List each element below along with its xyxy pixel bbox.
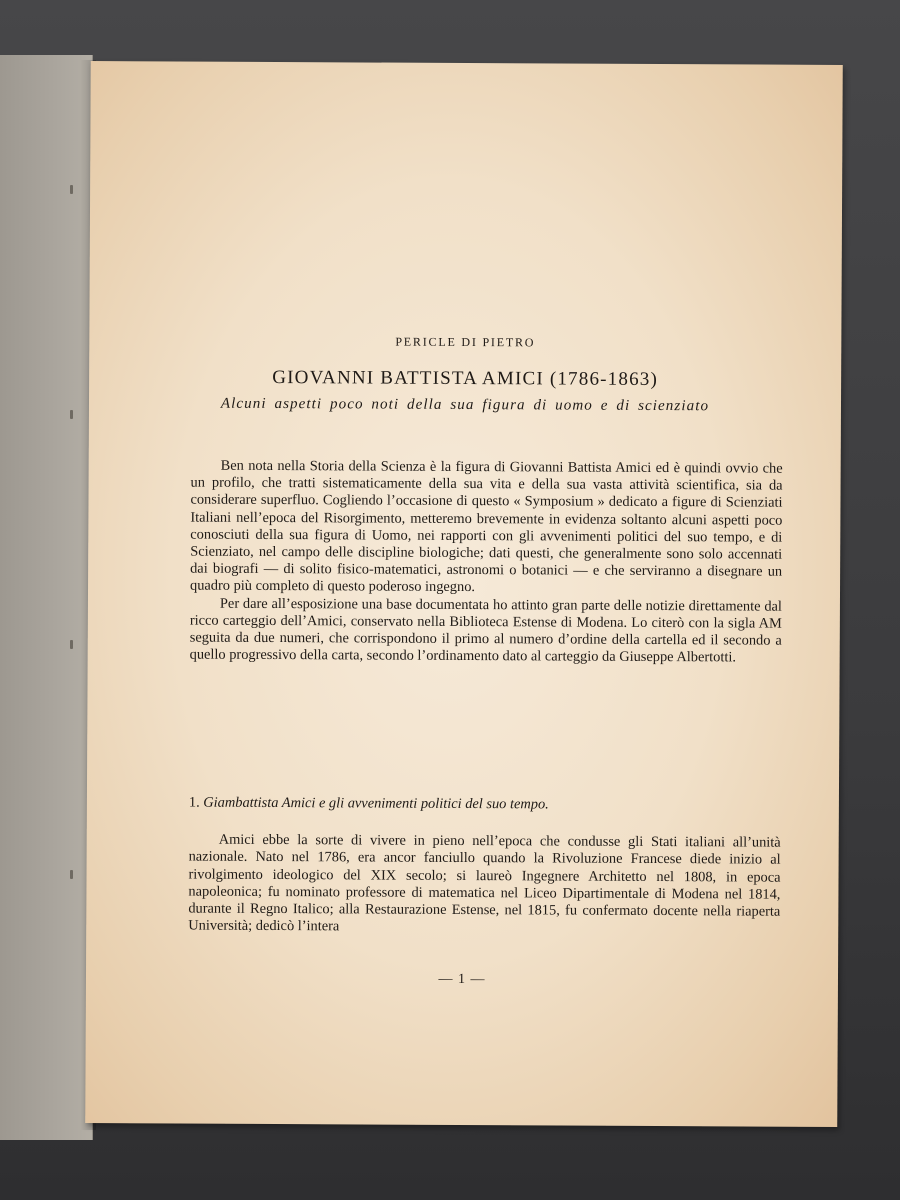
document-title: GIOVANNI BATTISTA AMICI (1786-1863) bbox=[272, 366, 659, 391]
binding-stitch bbox=[70, 185, 73, 194]
section-title: Giambattista Amici e gli avvenimenti politici del suo tempo. bbox=[203, 794, 549, 813]
paragraph: Per dare all’esposizione una base documentata ho attinto gran parte delle notizie direttamente dal ricco carteggio dell’Amici, conservato nella Biblioteca Estense di Modena. Lo citerò con la sigla AM seguita da due numeri, che corrispondono il primo al numero d’ordine della cartella ed il secondo a quello progressivo della carta, secondo l’ordinamento dato al carteggio da Giuseppe Albertotti. bbox=[189, 595, 782, 666]
section-number: 1. bbox=[188, 794, 200, 811]
section-text bbox=[188, 832, 781, 939]
paragraph: Amici ebbe la sorte di vivere in pieno nell’epoca che condusse gli Stati italiani all’unità nazionale. Nato nel 1786, era ancor fanciullo quando la Rivoluzione Francese diede inizio al rivolgimento ideologico del XIX secolo; si laureò Ingegnere Architetto nel 1808, in epoca napoleonica; fu nominato professore di matematica nel Liceo Dipartimentale di Modena nel 1814, durante il Regno Italico; alla Restaurazione Estense, nel 1815, fu confermato docente nella riaperta Università; dedicò l’intera bbox=[188, 831, 781, 935]
document-subtitle: Alcuni aspetti poco noti della sua figura di uomo e di scienziato bbox=[220, 395, 710, 415]
binding-stitch bbox=[70, 870, 73, 879]
binding-stitch bbox=[70, 640, 73, 649]
page-number: — 1 — bbox=[438, 971, 486, 988]
document-page bbox=[85, 61, 843, 1127]
paragraph: Ben nota nella Storia della Scienza è la figura di Giovanni Battista Amici ed è quindi ovvio che un profilo, che tratti sistematicamente della sua vita e della sua vasta attività scientifica, sia da considerare superfluo. Cogliendo l’occasione di questo « Symposium » dedicato a figure di Scienziati Italiani nell’epoca del Risorgimento, metteremo brevemente in evidenza soltanto alcuni aspetti poco conosciuti della sua figura di Uomo, nei rapporti con gli avvenimenti politici del suo tempo, e di Scienziato, nel campo delle discipline biologiche; dati questi, che generalmente sono solo accennati dai biografi — di solito fisico-matematici, astronomi o botanici — e che serviranno a disegnare un quadro più completo di questo poderoso ingegno. bbox=[189, 457, 783, 596]
author-name: PERICLE DI PIETRO bbox=[395, 334, 536, 350]
intro-text bbox=[190, 458, 783, 668]
section-heading bbox=[189, 795, 781, 815]
binding-stitch bbox=[70, 410, 73, 419]
